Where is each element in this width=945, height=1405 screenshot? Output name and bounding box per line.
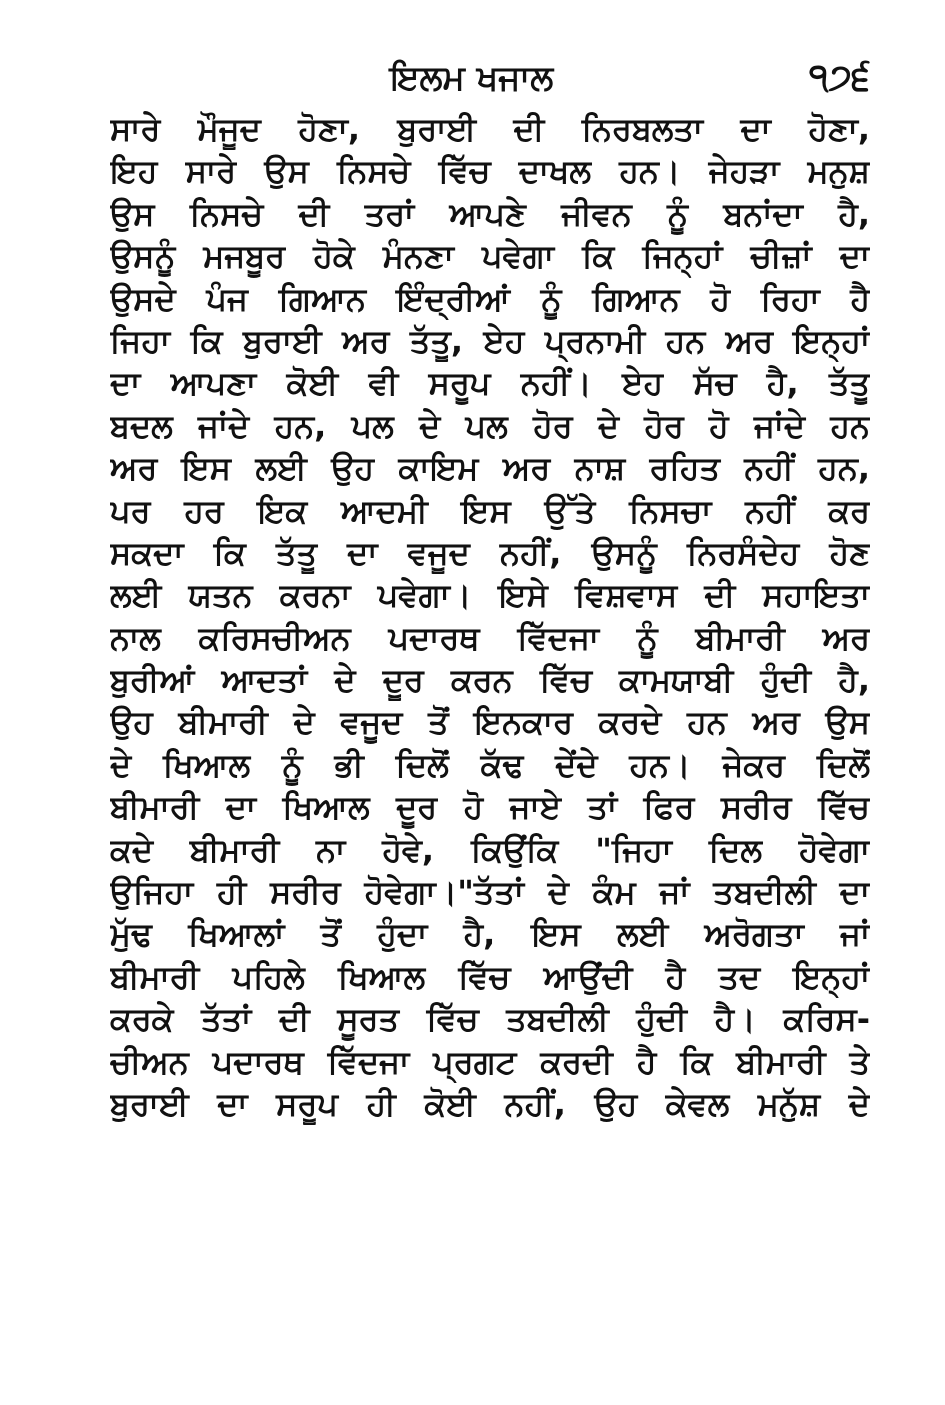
- text-line: ਉਸਨੂੰ ਮਜਬੂਰ ਹੋਕੇ ਮੰਨਣਾ ਪਵੇਗਾ ਕਿ ਜਿਨ੍ਹਾਂ ਚੀਜ਼ਾਂ ਦਾ: [110, 237, 870, 276]
- text-line: ਚੀਅਨ ਪਦਾਰਥ ਵਿੱਦਜਾ ਪ੍ਰਗਟ ਕਰਦੀ ਹੈ ਕਿ ਬੀਮਾਰੀ ਤੇ: [110, 1042, 870, 1081]
- text-line: ਉਜਿਹਾ ਹੀ ਸਰੀਰ ਹੋਵੇਗਾ।"ਤੱਤਾਂ ਦੇ ਕੰਮ ਜਾਂ ਤਬਦੀਲੀ ਦਾ: [110, 873, 870, 912]
- text-line: ਉਸਦੇ ਪੰਜ ਗਿਆਨ ਇੰਦ੍ਰੀਆਂ ਨੂੰ ਗਿਆਨ ਹੋ ਰਿਹਾ ਹੈ: [110, 279, 870, 318]
- text-line: ਬੀਮਾਰੀ ਦਾ ਖਿਆਲ ਦੂਰ ਹੋ ਜਾਏ ਤਾਂ ਫਿਰ ਸਰੀਰ ਵਿੱਚ: [110, 788, 870, 827]
- text-line: ਸਕਦਾ ਕਿ ਤੱਤੂ ਦਾ ਵਜੂਦ ਨਹੀਂ, ਉਸਨੂੰ ਨਿਰਸੰਦੇਹ ਹੋਣ: [110, 533, 870, 572]
- text-line: ਪਰ ਹਰ ਇਕ ਆਦਮੀ ਇਸ ਉੱਤੇ ਨਿਸਚਾ ਨਹੀਂ ਕਰ: [110, 491, 870, 530]
- text-line: ਕਰਕੇ ਤੱਤਾਂ ਦੀ ਸੂਰਤ ਵਿੱਚ ਤਬਦੀਲੀ ਹੁੰਦੀ ਹੈ। ਕਰਿਸ-: [110, 1000, 870, 1039]
- text-line: ਬੁਰੀਆਂ ਆਦਤਾਂ ਦੇ ਦੂਰ ਕਰਨ ਵਿੱਚ ਕਾਮਯਾਬੀ ਹੁੰਦੀ ਹੈ,: [110, 661, 870, 700]
- text-line: ਕਦੇ ਬੀਮਾਰੀ ਨਾ ਹੋਵੇ, ਕਿਉਂਕਿ "ਜਿਹਾ ਦਿਲ ਹੋਵੇਗਾ: [110, 830, 870, 869]
- text-line: ਬੁਰਾਈ ਦਾ ਸਰੂਪ ਹੀ ਕੋਈ ਨਹੀਂ, ਉਹ ਕੇਵਲ ਮਨੁੱਸ਼ ਦੇ: [110, 1084, 870, 1123]
- body-text: [110, 108, 870, 1125]
- text-line: ਜਿਹਾ ਕਿ ਬੁਰਾਈ ਅਰ ਤੱਤੂ, ਏਹ ਪ੍ਰਨਾਮੀ ਹਨ ਅਰ ਇਨ੍ਹਾਂ: [110, 321, 870, 360]
- running-title: ਇਲਮ ਖਜਾਲ: [390, 58, 554, 98]
- text-line: ਬੀਮਾਰੀ ਪਹਿਲੇ ਖਿਆਲ ਵਿੱਚ ਆਉਂਦੀ ਹੈ ਤਦ ਇਨ੍ਹਾਂ: [110, 957, 870, 996]
- page-header: [110, 52, 870, 104]
- page-number: ੧੭੬: [808, 57, 870, 98]
- text-line: ਦੇ ਖਿਆਲ ਨੂੰ ਭੀ ਦਿਲੋਂ ਕੱਢ ਦੇਂਦੇ ਹਨ। ਜੇਕਰ ਦਿਲੋਂ: [110, 745, 870, 784]
- text-line: ਉਸ ਨਿਸਚੇ ਦੀ ਤਰਾਂ ਆਪਣੇ ਜੀਵਨ ਨੂੰ ਬਨਾਂਦਾ ਹੈ,: [110, 194, 870, 233]
- text-line: ਦਾ ਆਪਣਾ ਕੋਈ ਵੀ ਸਰੂਪ ਨਹੀਂ। ਏਹ ਸੱਚ ਹੈ, ਤੱਤੂ: [110, 364, 870, 403]
- text-line: ਉਹ ਬੀਮਾਰੀ ਦੇ ਵਜੂਦ ਤੋਂ ਇਨਕਾਰ ਕਰਦੇ ਹਨ ਅਰ ਉਸ: [110, 703, 870, 742]
- text-line: ਬਦਲ ਜਾਂਦੇ ਹਨ, ਪਲ ਦੇ ਪਲ ਹੋਰ ਦੇ ਹੋਰ ਹੋ ਜਾਂਦੇ ਹਨ: [110, 406, 870, 445]
- text-line: ਲਈ ਯਤਨ ਕਰਨਾ ਪਵੇਗਾ। ਇਸੇ ਵਿਸ਼ਵਾਸ ਦੀ ਸਹਾਇਤਾ: [110, 576, 870, 615]
- text-line: ਇਹ ਸਾਰੇ ਉਸ ਨਿਸਚੇ ਵਿੱਚ ਦਾਖਲ ਹਨ। ਜੇਹੜਾ ਮਨੁਸ਼: [110, 152, 870, 191]
- text-line: ਨਾਲ ਕਰਿਸਚੀਅਨ ਪਦਾਰਥ ਵਿੱਦਜਾ ਨੂੰ ਬੀਮਾਰੀ ਅਰ: [110, 618, 870, 657]
- text-line: ਸਾਰੇ ਮੌਜੂਦ ਹੋਣਾ, ਬੁਰਾਈ ਦੀ ਨਿਰਬਲਤਾ ਦਾ ਹੋਣਾ,: [110, 110, 870, 148]
- text-line: ਅਰ ਇਸ ਲਈ ਉਹ ਕਾਇਮ ਅਰ ਨਾਸ਼ ਰਹਿਤ ਨਹੀਂ ਹਨ,: [110, 449, 870, 488]
- text-line: ਮੁੱਢ ਖਿਆਲਾਂ ਤੋਂ ਹੁੰਦਾ ਹੈ, ਇਸ ਲਈ ਅਰੋਗਤਾ ਜਾਂ: [110, 915, 870, 954]
